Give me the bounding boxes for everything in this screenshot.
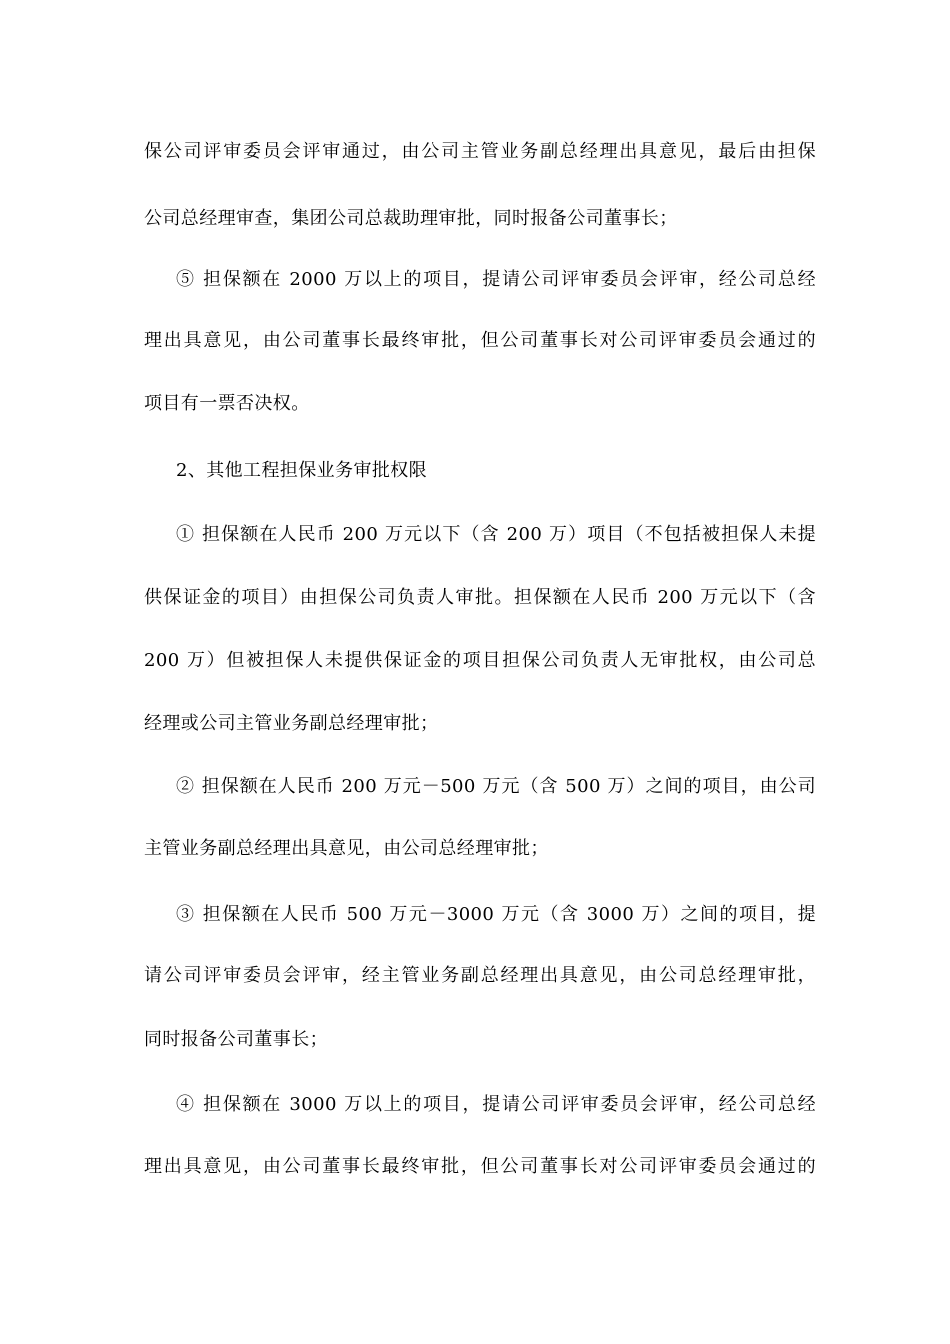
text-line: ① 担保额在人民币 200 万元以下（含 200 万）项目（不包括被担保人未提	[176, 524, 816, 545]
text-line: 200 万）但被担保人未提供保证金的项目担保公司负责人无审批权，由公司总	[144, 650, 816, 671]
text-line: 理出具意见，由公司董事长最终审批，但公司董事长对公司评审委员会通过的	[144, 1156, 816, 1177]
text-line: 公司总经理审查，集团公司总裁助理审批，同时报备公司董事长；	[144, 208, 678, 229]
text-line: ② 担保额在人民币 200 万元－500 万元（含 500 万）之间的项目，由公司	[176, 776, 816, 797]
text-line: 同时报备公司董事长；	[144, 1029, 328, 1050]
text-line: 保公司评审委员会评审通过，由公司主管业务副总经理出具意见，最后由担保	[144, 141, 816, 162]
text-line: 供保证金的项目）由担保公司负责人审批。担保额在人民币 200 万元以下（含	[144, 587, 816, 608]
text-line: 请公司评审委员会评审，经主管业务副总经理出具意见，由公司总经理审批，	[144, 965, 816, 986]
text-line: 项目有一票否决权。	[144, 393, 310, 414]
text-line: 理出具意见，由公司董事长最终审批，但公司董事长对公司评审委员会通过的	[144, 330, 816, 351]
text-line: ④ 担保额在 3000 万以上的项目，提请公司评审委员会评审，经公司总经	[176, 1094, 816, 1115]
text-line: 经理或公司主管业务副总经理审批；	[144, 713, 439, 734]
text-line: 主管业务副总经理出具意见，由公司总经理审批；	[144, 838, 549, 859]
text-line: ③ 担保额在人民币 500 万元－3000 万元（含 3000 万）之间的项目，提	[176, 904, 816, 925]
text-line: ⑤ 担保额在 2000 万以上的项目，提请公司评审委员会评审，经公司总经	[176, 269, 816, 290]
section-heading: 2、其他工程担保业务审批权限	[176, 460, 428, 481]
